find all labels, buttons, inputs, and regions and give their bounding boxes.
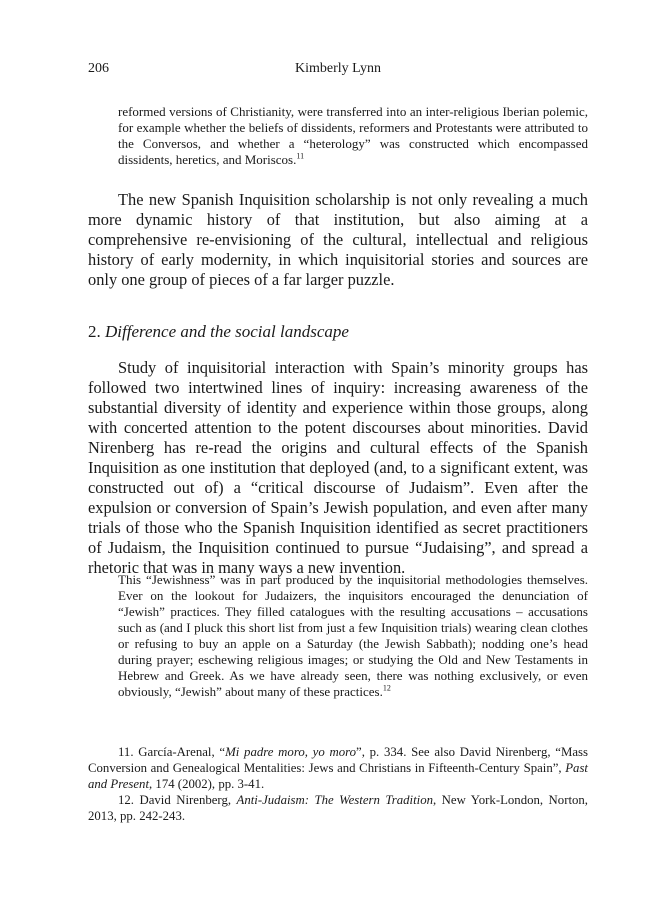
block-quote-continued [118, 104, 588, 168]
section-number: 2. [88, 322, 101, 341]
footnote-11: 11. García-Arenal, “Mi padre moro, yo moro”, p. 334. See also David Nirenberg, “Mass Conversion and Genealogical Mentalities: Jews and Christians in Fifteenth-Century Spain”, Past and Present, 174 (2002), pp. 3-41. [88, 745, 589, 791]
section-heading [88, 322, 588, 342]
paragraph-minority-groups [88, 358, 588, 578]
footnotes [88, 744, 588, 824]
paragraph-text: Study of inquisitorial interaction with Spain’s minority groups has followed two intertwined lines of inquiry: increasing awareness of the substantial diversity of identity and experience within those groups, along with concerted attention to the potent discourses about minorities. David Nirenberg has re-read the origins and cultural effects of the Spanish Inquisition as one institution that deployed (and, to a significant extent, was constructed out of) a “critical discourse of Judaism”. Even after the expulsion or conversion of Spain’s Jewish population, and even after many trials of those who the Spanish Inquisition identified as secret practitioners of Judaism, the Inquisition continued to pursue “Judaising”, and spread a rhetoric that was in many ways a new invention. [88, 358, 588, 577]
section-title: Difference and the social landscape [105, 322, 349, 341]
footnote-12: 12. David Nirenberg, Anti-Judaism: The Western Tradition, New York-London, Norton, 2013, pp. 242-243. [88, 793, 589, 823]
footnote-ref-12[interactable]: 12 [382, 683, 391, 693]
paragraph-scholarship [88, 190, 588, 290]
footnote-ref-11[interactable]: 11 [296, 151, 305, 161]
quote-text: reformed versions of Christianity, were transferred into an inter-religious Iberian polemic, for example whether the beliefs of dissidents, reformers and Protestants were attributed to the Conversos, and whether a “heterology” was constructed which encompassed dissidents, heretics, and Moriscos. [118, 104, 588, 167]
running-head-author: Kimberly Lynn [295, 61, 381, 76]
page-number: 206 [88, 61, 109, 76]
block-quote-jewishness [118, 572, 588, 700]
paragraph-text: The new Spanish Inquisition scholarship is not only revealing a much more dynamic history of that institution, but also aiming at a comprehensive re-envisioning of the cultural, intellectual and religious history of early modernity, in which inquisitorial stories and sources are only one group of pieces of a far larger puzzle. [88, 190, 588, 289]
quote-text: This “Jewishness” was in part produced by the inquisitorial methodologies themselves. Ever on the lookout for Judaizers, the inquisitors encouraged the denunciation of “Jewish” practices. They filled catalogues with the resulting accusations – accusations such as (and I pluck this short list from just a few Inquisition trials) wearing clean clothes or refusing to buy an apple on a Saturday (the Jewish Sabbath); nodding one’s head during prayer; eschewing religious images; or studying the Old and New Testaments in Hebrew and Greek. As we have already seen, there was nothing exclusively, or even obviously, “Jewish” about many of these practices. [118, 572, 588, 699]
